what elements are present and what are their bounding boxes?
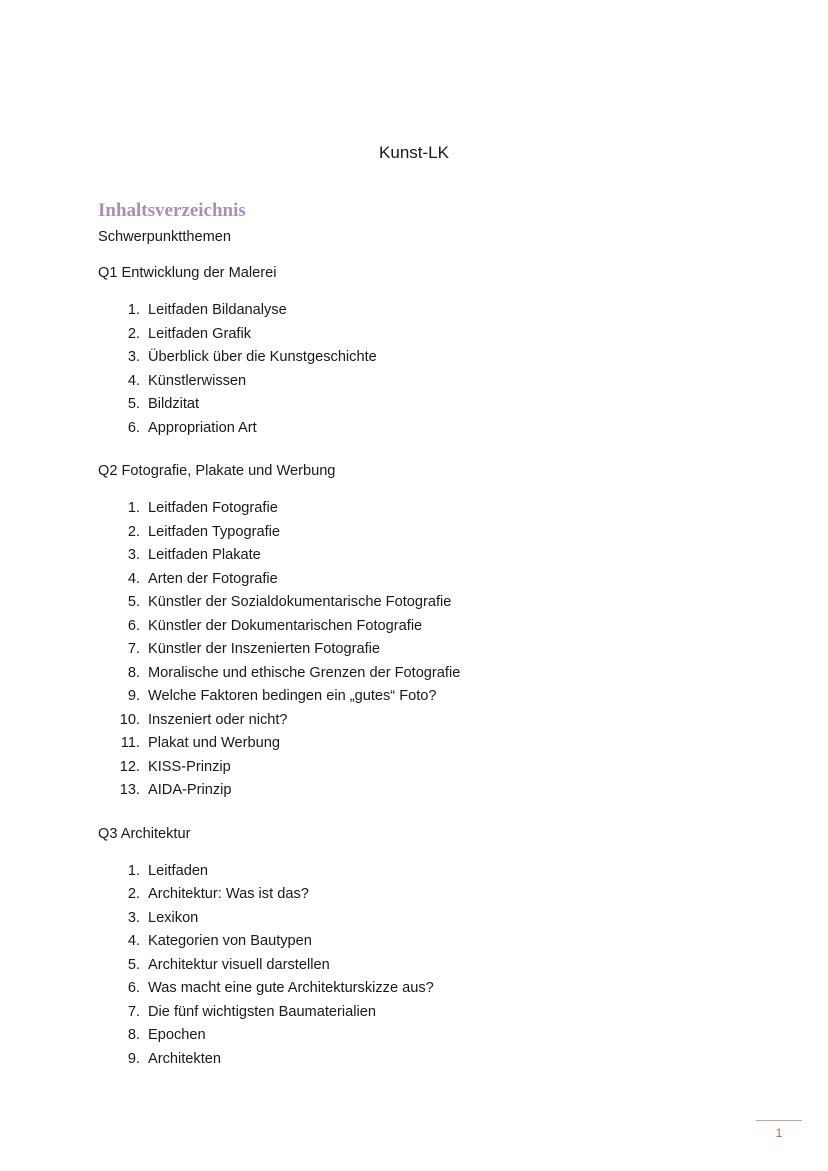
toc-item-number: 3.	[127, 547, 140, 563]
toc-item-text: Epochen	[148, 1027, 206, 1043]
toc-item-number: 9.	[127, 688, 140, 704]
toc-item-text: Leitfaden Typografie	[148, 523, 280, 540]
toc-item-number: 1.	[127, 500, 140, 516]
toc-item-text: Überblick über die Kunstgeschichte	[148, 349, 377, 365]
section-q1-label: Q1 Entwicklung der Malerei	[98, 265, 277, 281]
toc-item-number: 4.	[127, 372, 140, 389]
toc-item-text: Kategorien von Bautypen	[148, 933, 312, 949]
toc-item-text: Künstler der Sozialdokumentarische Fotografie	[148, 594, 452, 610]
toc-item[interactable]	[98, 547, 738, 571]
section-q2-label: Q2 Fotografie, Plakate und Werbung	[98, 463, 336, 479]
toc-item-number: 9.	[127, 1050, 140, 1067]
toc-item-number: 8.	[127, 664, 140, 681]
toc-item-number: 5.	[127, 594, 140, 610]
toc-content	[98, 229, 738, 1074]
toc-item-text: KISS-Prinzip	[148, 758, 231, 775]
toc-item-number: 5.	[127, 956, 140, 973]
toc-item-text: Künstlerwissen	[148, 372, 247, 389]
toc-item[interactable]	[98, 420, 738, 444]
toc-item-text: Leitfaden Bildanalyse	[148, 302, 287, 318]
toc-item-number: 11.	[120, 735, 140, 751]
toc-item-text: Künstler der Dokumentarischen Fotografie	[148, 617, 423, 634]
toc-item[interactable]	[98, 1004, 738, 1028]
toc-item-text: Moralische und ethische Grenzen der Fotografie	[148, 664, 461, 681]
toc-item-text: Inszeniert oder nicht?	[148, 711, 288, 728]
toc-item-number: 7.	[127, 1003, 140, 1020]
toc-item-text: Leitfaden Plakate	[148, 547, 261, 563]
toc-item-text: Plakat und Werbung	[148, 735, 280, 751]
toc-item-text: AIDA-Prinzip	[148, 782, 232, 798]
toc-item-number: 2.	[127, 325, 140, 342]
toc-item-text: Welche Faktoren bedingen ein „gutes“ Foto?	[148, 688, 437, 704]
toc-item-text: Künstler der Inszenierten Fotografie	[148, 641, 381, 657]
toc-item-number: 6.	[127, 617, 140, 634]
toc-item-text: Was macht eine gute Architekturskizze aus?	[148, 980, 434, 996]
toc-item-number: 10.	[119, 711, 140, 728]
toc-item[interactable]	[98, 688, 738, 712]
toc-item[interactable]	[98, 980, 738, 1004]
section-q1-list	[98, 302, 738, 443]
toc-item[interactable]	[98, 373, 738, 397]
toc-item-text: Leitfaden Fotografie	[148, 500, 278, 516]
toc-item[interactable]	[98, 957, 738, 981]
page-number: 1	[756, 1120, 802, 1140]
toc-item[interactable]	[98, 910, 738, 934]
toc-item-number: 6.	[127, 980, 140, 996]
toc-item[interactable]	[98, 641, 738, 665]
toc-item-number: 3.	[127, 909, 140, 926]
toc-item[interactable]	[98, 886, 738, 910]
document-title: Kunst-LK	[379, 143, 449, 162]
toc-item-number: 7.	[127, 641, 140, 657]
toc-item[interactable]	[98, 1027, 738, 1051]
toc-item-text: Die fünf wichtigsten Baumaterialien	[148, 1003, 376, 1020]
toc-item[interactable]	[98, 933, 738, 957]
toc-item[interactable]	[98, 302, 738, 326]
toc-item-number: 8.	[127, 1027, 140, 1043]
toc-item-number: 4.	[127, 570, 140, 587]
section-q3-label: Q3 Architektur	[98, 825, 191, 842]
toc-item[interactable]	[98, 759, 738, 783]
toc-item[interactable]	[98, 571, 738, 595]
toc-item-number: 1.	[127, 302, 140, 318]
toc-item[interactable]	[98, 524, 738, 548]
toc-item-text: Leitfaden Grafik	[148, 325, 252, 342]
section-q3-list	[98, 863, 738, 1075]
toc-item-text: Architektur: Was ist das?	[148, 886, 309, 902]
toc-item-number: 2.	[127, 886, 140, 902]
toc-item[interactable]	[98, 863, 738, 887]
section-q2-list	[98, 500, 738, 806]
toc-item-text: Leitfaden	[148, 862, 209, 879]
toc-item-text: Architekten	[148, 1050, 222, 1067]
toc-item[interactable]	[98, 618, 738, 642]
toc-item[interactable]	[98, 500, 738, 524]
toc-item[interactable]	[98, 396, 738, 420]
toc-item[interactable]	[98, 594, 738, 618]
toc-item-number: 1.	[127, 862, 140, 879]
toc-item-number: 5.	[127, 396, 140, 412]
toc-item-number: 2.	[127, 523, 140, 540]
toc-item[interactable]	[98, 349, 738, 373]
toc-item-number: 4.	[127, 933, 140, 949]
toc-item-number: 6.	[127, 419, 140, 436]
toc-item-text: Architektur visuell darstellen	[148, 956, 330, 973]
toc-item[interactable]	[98, 326, 738, 350]
toc-item[interactable]	[98, 735, 738, 759]
toc-item-number: 3.	[127, 349, 140, 365]
toc-item-number: 13.	[119, 782, 140, 798]
toc-item[interactable]	[98, 1051, 738, 1075]
toc-item-text: Appropriation Art	[148, 419, 257, 436]
toc-item[interactable]	[98, 665, 738, 689]
toc-item[interactable]	[98, 712, 738, 736]
toc-item[interactable]	[98, 782, 738, 806]
toc-heading: Inhaltsverzeichnis	[98, 200, 246, 221]
toc-subtitle: Schwerpunktthemen	[98, 229, 232, 245]
toc-item-number: 12.	[119, 758, 140, 775]
toc-item-text: Bildzitat	[148, 396, 200, 412]
toc-item-text: Lexikon	[148, 909, 199, 926]
toc-item-text: Arten der Fotografie	[148, 570, 278, 587]
